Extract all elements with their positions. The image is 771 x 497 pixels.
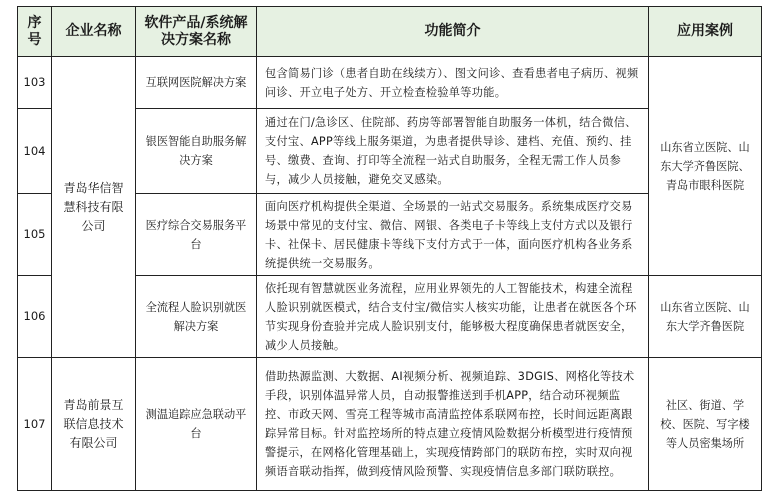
product-name: 医疗综合交易服务平台 — [136, 194, 257, 276]
function-description: 依托现有智慧就医业务流程，应用业界领先的人工智能技术，构建全流程人脸识别就医模式，结合支付宝/微信实人核实功能，让患者在就医各个环节实现身份查验并完成人脸识别支付，能够极大程度确保患者就医安全，减少人员接触。 — [257, 276, 649, 358]
product-name: 全流程人脸识别就医解决方案 — [136, 276, 257, 358]
company-name: 青岛前景互联信息技术有限公司 — [52, 358, 136, 491]
application-case: 社区、街道、学校、医院、写字楼等人员密集场所 — [649, 358, 762, 491]
application-case: 山东省立医院、山东大学齐鲁医院 — [649, 276, 762, 358]
row-number: 104 — [18, 109, 52, 194]
function-description: 借助热源监测、大数据、AI视频分析、视频追踪、3DGIS、网格化等技术手段，识别体温异常人员，自动报警推送到手机APP，结合动环视频监控、市政天网、雪亮工程等城市高清监控体系联网布控，长时间远距离跟踪异常目标。针对监控场所的特点建立疫情风险数据分析模型进行疫情预警提示，在网格化管理基础上，实现疫情跨部门的联防布控，实时双向视频语音联动指挥，做到疫情风险预警、实现疫情信息多部门联防联控。 — [257, 358, 649, 491]
row-number: 105 — [18, 194, 52, 276]
product-name: 银医智能自助服务解决方案 — [136, 109, 257, 194]
product-name: 互联网医院解决方案 — [136, 57, 257, 109]
header-product: 软件产品/系统解决方案名称 — [136, 7, 257, 57]
product-name: 测温追踪应急联动平台 — [136, 358, 257, 491]
row-number: 103 — [18, 57, 52, 109]
function-description: 通过在门/急诊区、住院部、药房等部署智能自助服务一体机，结合微信、支付宝、APP等线上服务渠道，为患者提供导诊、建档、充值、预约、挂号、缴费、查询、打印等全流程一站式自助服务，全程无需工作人员参与，减少人员接触，避免交叉感染。 — [257, 109, 649, 194]
application-case: 山东省立医院、山东大学齐鲁医院、青岛市眼科医院 — [649, 57, 762, 276]
header-function: 功能简介 — [257, 7, 649, 57]
product-table — [17, 6, 762, 491]
row-number: 107 — [18, 358, 52, 491]
header-num: 序号 — [18, 7, 52, 57]
table-row — [18, 57, 762, 109]
table-row — [18, 358, 762, 491]
function-description: 面向医疗机构提供全渠道、全场景的一站式交易服务。系统集成医疗交易场景中常见的支付宝、微信、网银、各类电子卡等线上支付方式以及银行卡、社保卡、居民健康卡等线下支付方式于一体，面向医疗机构各业务系统提供统一交易服务。 — [257, 194, 649, 276]
header-company: 企业名称 — [52, 7, 136, 57]
company-name: 青岛华信智慧科技有限公司 — [52, 57, 136, 358]
function-description: 包含简易门诊（患者自助在线续方）、图文问诊、查看患者电子病历、视频问诊、开立电子处方、开立检查检验单等功能。 — [257, 57, 649, 109]
header-row — [18, 7, 762, 57]
row-number: 106 — [18, 276, 52, 358]
header-case: 应用案例 — [649, 7, 762, 57]
